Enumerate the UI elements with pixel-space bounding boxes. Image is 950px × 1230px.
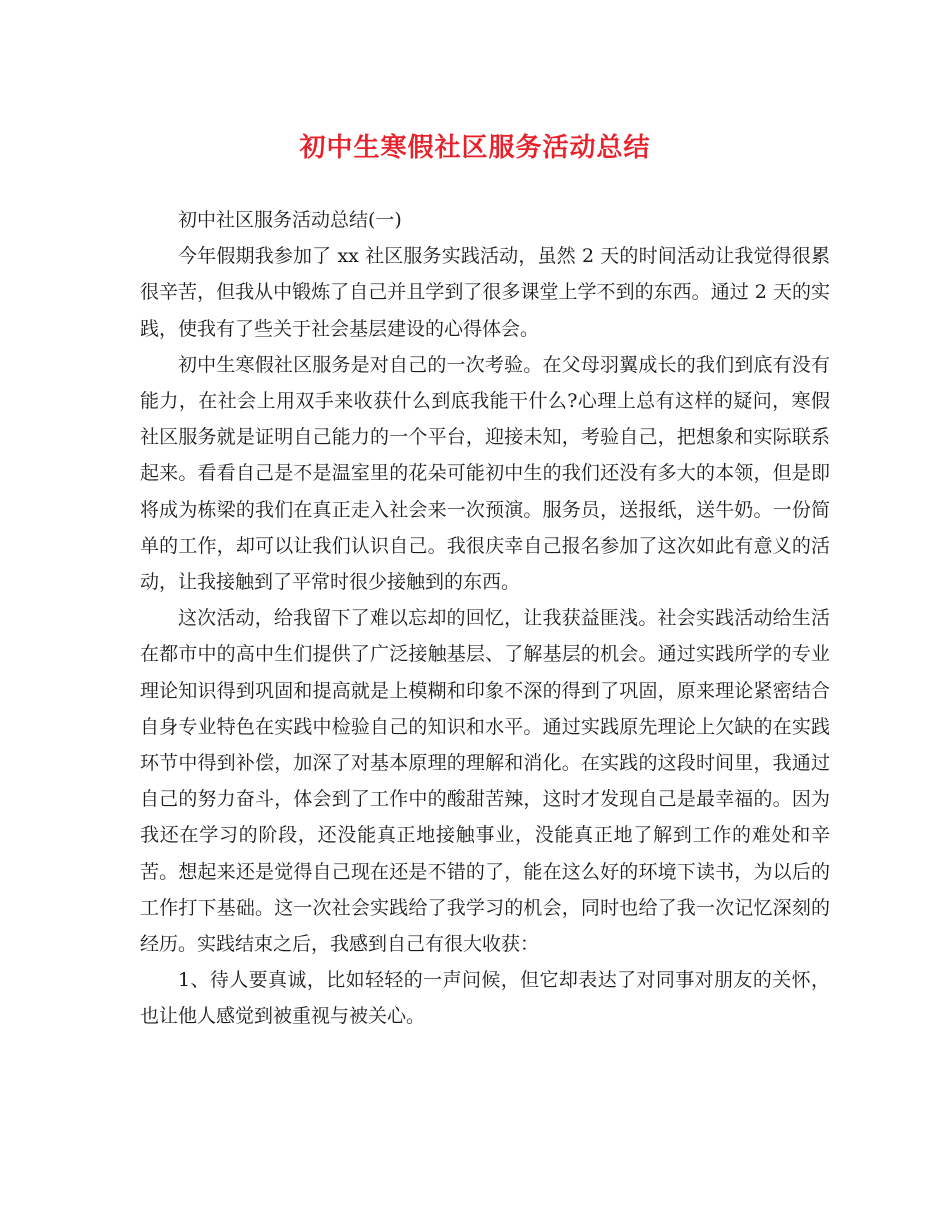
paragraph-1: 今年假期我参加了 xx 社区服务实践活动，虽然 2 天的时间活动让我觉得很累很辛苦，但我从中锻炼了自己并且学到了很多课堂上学不到的东西。通过 2 天的实践，使我有了些关于社会基层建设的心得体会。: [140, 245, 830, 340]
document-title: 初中生寒假社区服务活动总结: [299, 133, 651, 163]
paragraph-2: 初中生寒假社区服务是对自己的一次考验。在父母羽翼成长的我们到底有没有能力，在社会上用双手来收获什么到底我能干什么?心理上总有这样的疑问，寒假社区服务就是证明自己能力的一个平台，迎接未知，考验自己，把想象和实际联系起来。看看自己是不是温室里的花朵可能初中生的我们还没有多大的本领，但是即将成为栋梁的我们在真正走入社会来一次预演。服务员，送报纸，送牛奶。一份简单的工作，却可以让我们认识自己。我很庆幸自己报名参加了这次如此有意义的活动，让我接触到了平常时很少接触到的东西。: [140, 353, 830, 594]
document-body: [140, 202, 830, 1035]
section-subheading: 初中社区服务活动总结(一): [178, 209, 402, 231]
paragraph-3: 这次活动，给我留下了难以忘却的回忆，让我获益匪浅。社会实践活动给生活在都市中的高中生们提供了广泛接触基层、了解基层的机会。通过实践所学的专业理论知识得到巩固和提高就是上模糊和印象不深的得到了巩固，原来理论紧密结合自身专业特色在实践中检验自己的知识和水平。通过实践原先理论上欠缺的在实践环节中得到补偿，加深了对基本原理的理解和消化。在实践的这段时间里，我通过自己的努力奋斗，体会到了工作中的酸甜苦辣，这时才发现自己是最幸福的。因为我还在学习的阶段，还没能真正地接触事业，没能真正地了解到工作的难处和辛苦。想起来还是觉得自己现在还是不错的了，能在这么好的环境下读书，为以后的工作打下基础。这一次社会实践给了我学习的机会，同时也给了我一次记忆深刻的经历。实践结束之后，我感到自己有很大收获：: [140, 607, 830, 956]
paragraph-4: 1、待人要真诚，比如轻轻的一声问候，但它却表达了对同事对朋友的关怀，也让他人感觉到被重视与被关心。: [140, 969, 830, 1028]
